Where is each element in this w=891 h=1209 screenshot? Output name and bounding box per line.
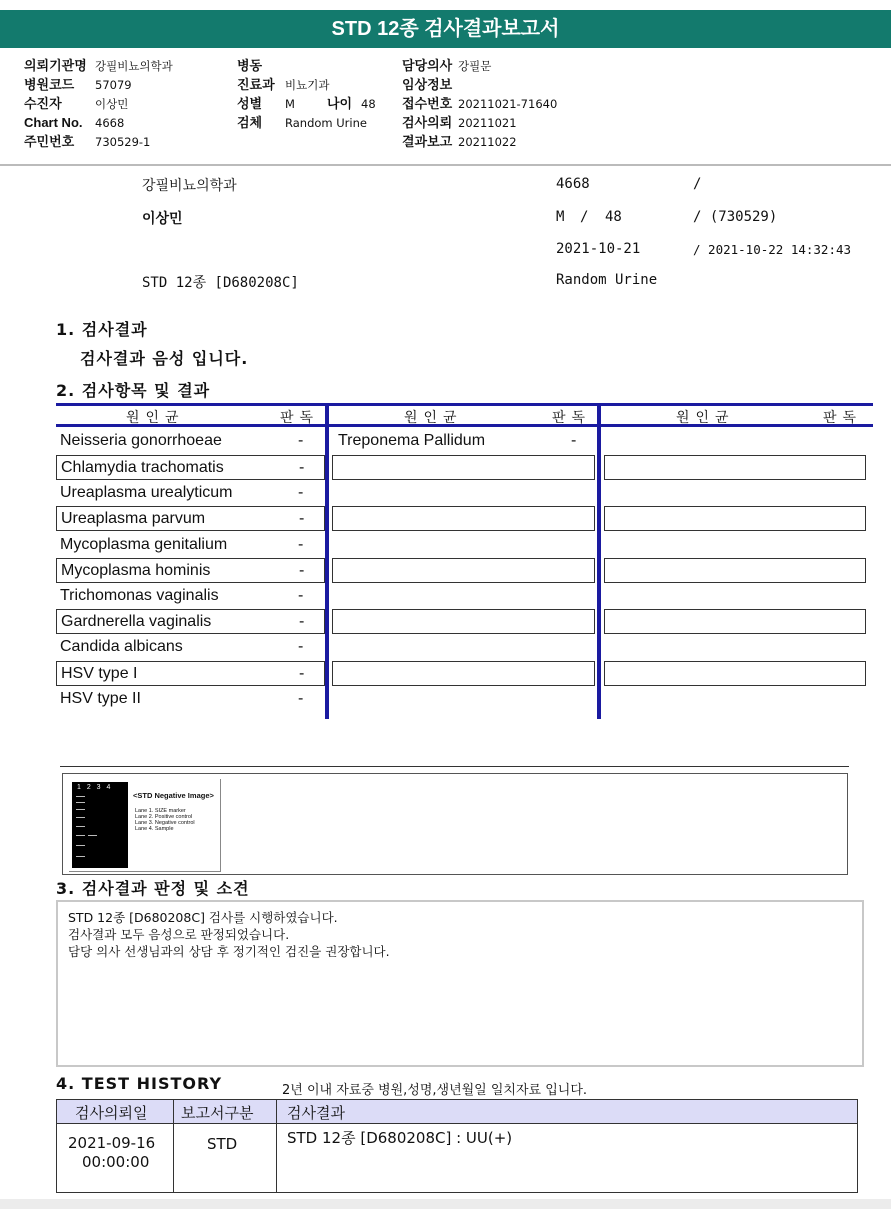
page-bottom-band	[0, 1199, 891, 1209]
header-result: 판독	[280, 410, 320, 426]
organism-row	[56, 661, 325, 686]
patient-age: 48	[605, 209, 622, 225]
header-label: 병동	[237, 58, 263, 73]
header-result: 판독	[823, 410, 863, 426]
header-label: 주민번호	[24, 134, 75, 149]
empty-row	[604, 506, 866, 531]
column-divider	[597, 403, 601, 719]
organism-name: Ureaplasma parvum	[61, 510, 206, 527]
header-value: 4668	[95, 116, 125, 130]
organism-row	[56, 635, 325, 660]
opinion-box	[56, 900, 864, 1067]
organism-result: -	[299, 613, 305, 630]
empty-row	[604, 661, 866, 686]
patient-request-date: 2021-10-21	[556, 241, 641, 257]
opinion-line: STD 12종 [D680208C] 검사를 시행하였습니다.	[68, 910, 338, 925]
header-value: 강필문	[458, 59, 492, 73]
empty-row	[604, 609, 866, 634]
gel-lane-label: Lane 2. Positive control	[135, 814, 193, 820]
header-value: 57079	[95, 78, 132, 92]
organism-name: Mycoplasma genitalium	[60, 536, 228, 553]
organism-name: Trichomonas vaginalis	[60, 587, 219, 604]
organism-result: -	[298, 536, 304, 553]
gel-band	[88, 835, 97, 836]
history-time: 00:00:00	[82, 1153, 150, 1171]
organism-result: -	[299, 665, 305, 682]
organism-row	[56, 481, 325, 506]
header-col-1	[24, 56, 173, 151]
organism-name: Treponema Pallidum	[338, 432, 486, 449]
header-col-2	[237, 56, 376, 132]
organism-row	[56, 558, 325, 583]
organism-result: -	[298, 690, 304, 707]
organism-result: -	[298, 587, 304, 604]
organism-row	[56, 429, 325, 454]
report-title: STD 12종 검사결과보고서	[0, 10, 891, 48]
patient-chart: 4668	[556, 176, 590, 192]
gel-lane-numbers: 1 2 3 4	[77, 784, 111, 791]
organism-row	[56, 455, 325, 480]
organism-name: Neisseria gonorrhoeae	[60, 432, 222, 449]
gel-band	[76, 856, 85, 857]
organism-result: -	[299, 562, 305, 579]
gel-picture	[72, 782, 128, 868]
gel-band	[76, 809, 85, 810]
organism-row	[56, 609, 325, 634]
header-value: 48	[361, 97, 376, 111]
header-divider	[0, 164, 891, 166]
empty-row	[332, 455, 595, 480]
header-value: M	[285, 97, 295, 111]
results-grid-header	[56, 403, 873, 427]
empty-row	[332, 609, 595, 634]
section-4-title: 4. TEST HISTORY	[56, 1074, 223, 1093]
header-label: 진료과	[237, 77, 275, 92]
header-col-3	[402, 56, 557, 151]
gel-lane-label: Lane 1. SIZE marker	[135, 808, 186, 814]
organism-name: HSV type II	[60, 690, 141, 707]
header-label: 검사의뢰	[402, 115, 453, 130]
gel-lane-label: Lane 4. Sample	[135, 826, 174, 832]
history-header-date: 검사의뢰일	[75, 1104, 148, 1122]
header-label: Chart No.	[24, 115, 83, 130]
patient-report-datetime: / 2021-10-22 14:32:43	[693, 242, 852, 257]
organism-result: -	[299, 510, 305, 527]
history-header-type: 보고서구분	[181, 1104, 254, 1122]
gel-image-frame	[62, 773, 848, 875]
header-value: 20211021-71640	[458, 97, 558, 111]
header-label: 접수번호	[402, 96, 453, 111]
header-label: 임상정보	[402, 77, 453, 92]
gel-band	[76, 796, 85, 797]
organism-result: -	[571, 432, 577, 449]
history-column-divider	[276, 1100, 277, 1192]
organism-name: Chlamydia trachomatis	[61, 459, 224, 476]
section-3-title: 3. 검사결과 판정 및 소견	[56, 879, 250, 898]
history-column-divider	[173, 1100, 174, 1192]
patient-hospital: 강필비뇨의학과	[142, 178, 237, 194]
header-label: 수진자	[24, 96, 62, 111]
patient-specimen: Random Urine	[556, 272, 658, 288]
header-value: 20211021	[458, 116, 517, 130]
empty-row	[604, 455, 866, 480]
gel-band	[76, 826, 85, 827]
header-organism: 원인균	[404, 410, 463, 426]
section-1-title: 1. 검사결과	[56, 320, 148, 339]
header-value: 20211022	[458, 135, 517, 149]
history-result: STD 12종 [D680208C] : UU(+)	[287, 1129, 513, 1147]
section-2-title: 2. 검사항목 및 결과	[56, 381, 211, 400]
organism-name: Candida albicans	[60, 638, 183, 655]
gel-band	[76, 845, 85, 846]
empty-row	[332, 506, 595, 531]
history-table-header	[57, 1100, 857, 1124]
organism-row	[332, 429, 595, 454]
results-grid	[56, 403, 873, 719]
patient-birth: / (730529)	[693, 209, 778, 225]
image-divider	[60, 766, 849, 767]
organism-name: Ureaplasma urealyticum	[60, 484, 233, 501]
history-table	[56, 1099, 858, 1193]
gel-lane-label: Lane 3. Negative control	[135, 820, 195, 826]
gel-band	[76, 802, 85, 803]
organism-result: -	[298, 484, 304, 501]
patient-slash: /	[580, 209, 589, 225]
header-organism: 원인균	[126, 410, 185, 426]
gel-image	[69, 779, 221, 872]
history-type: STD	[207, 1135, 238, 1153]
empty-row	[332, 661, 595, 686]
header-result: 판독	[552, 410, 592, 426]
organism-row	[56, 506, 325, 531]
organism-result: -	[299, 459, 305, 476]
header-value: Random Urine	[285, 116, 367, 130]
patient-slash: /	[693, 176, 702, 192]
empty-row	[332, 558, 595, 583]
organism-result: -	[298, 432, 304, 449]
header-label: 나이	[327, 96, 353, 111]
gel-title: <STD Negative Image>	[133, 791, 214, 800]
organism-name: Mycoplasma hominis	[61, 562, 211, 579]
gel-band	[76, 835, 85, 836]
header-label: 결과보고	[402, 134, 453, 149]
result-summary: 검사결과 음성 입니다.	[80, 349, 249, 368]
header-label: 성별	[237, 96, 263, 111]
organism-row	[56, 533, 325, 558]
history-date: 2021-09-16	[68, 1134, 156, 1152]
organism-result: -	[298, 638, 304, 655]
header-value: 이상민	[95, 97, 129, 111]
history-header-result: 검사결과	[287, 1104, 345, 1122]
organism-row	[56, 584, 325, 609]
organism-name: Gardnerella vaginalis	[61, 613, 212, 630]
header-value: 강필비뇨의학과	[95, 59, 173, 73]
opinion-line: 검사결과 모두 음성으로 판정되었습니다.	[68, 927, 290, 942]
organism-row	[56, 687, 325, 712]
column-divider	[325, 403, 329, 719]
patient-test: STD 12종 [D680208C]	[142, 275, 299, 291]
header-label: 의뢰기관명	[24, 58, 87, 73]
organism-name: HSV type I	[61, 665, 138, 682]
header-organism: 원인균	[676, 410, 735, 426]
header-value: 730529-1	[95, 135, 151, 149]
header-value: 비뇨기과	[285, 78, 330, 92]
patient-name: 이상민	[142, 211, 183, 227]
patient-sex: M	[556, 209, 565, 225]
header-label: 병원코드	[24, 77, 75, 92]
header-label: 담당의사	[402, 58, 453, 73]
history-note: 2년 이내 자료중 병원,성명,생년월일 일치자료 입니다.	[282, 1083, 588, 1098]
empty-row	[604, 558, 866, 583]
opinion-line: 담당 의사 선생님과의 상담 후 정기적인 검진을 권장합니다.	[68, 944, 390, 959]
header-label: 검체	[237, 115, 263, 130]
gel-band	[76, 817, 85, 818]
